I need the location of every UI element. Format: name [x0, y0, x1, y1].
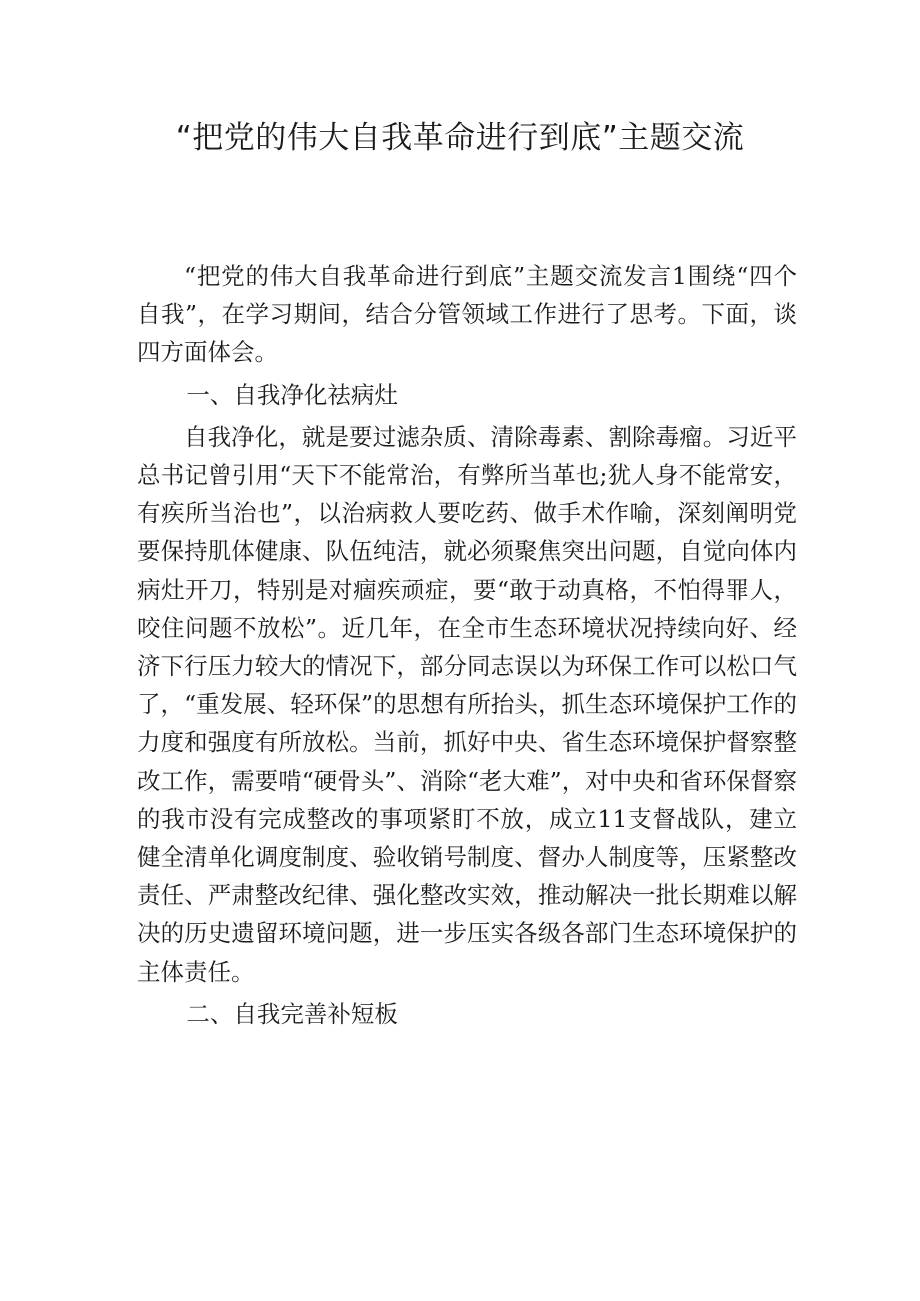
body-paragraph-1: 自我净化，就是要过滤杂质、清除毒素、割除毒瘤。习近平总书记曾引用“天下不能常治，有弊所当革也;犹人身不能常安，有疾所当治也”，以治病救人要吃药、做手术作喻，深刻阐明党要保持肌体健康、队伍纯洁，就必须聚焦突出问题，自觉向体内病灶开刀，特别是对痼疾顽症，要“敢于动真格，不怕得罪人，咬住问题不放松”。近几年，在全市生态环境状况持续向好、经济下行压力较大的情况下，部分同志误以为环保工作可以松口气了，“重发展、轻环保”的思想有所抬头，抓生态环境保护工作的力度和强度有所放松。当前，抓好中央、省生态环境保护督察整改工作，需要啃“硬骨头”、消除“老大难”，对中央和省环保督察的我市没有完成整改的事项紧盯不放，成立11支督战队，建立健全清单化调度制度、验收销号制度、督办人制度等，压紧整改责任、严肃整改纪律、强化整改实效，推动解决一批长期难以解决的历史遗留环境问题，进一步压实各级各部门生态环境保护的主体责任。 — [137, 422, 797, 986]
intro-paragraph: “把党的伟大自我革命进行到底”主题交流发言1围绕“四个自我”，在学习期间，结合分管领域工作进行了思考。下面，谈四方面体会。 — [137, 262, 797, 367]
section-heading-1: 一、自我净化祛病灶 — [186, 380, 398, 409]
section-heading-2: 二、自我完善补短板 — [186, 999, 398, 1028]
document-body — [137, 257, 797, 1033]
document-title: “把党的伟大自我革命进行到底”主题交流 — [175, 120, 745, 156]
